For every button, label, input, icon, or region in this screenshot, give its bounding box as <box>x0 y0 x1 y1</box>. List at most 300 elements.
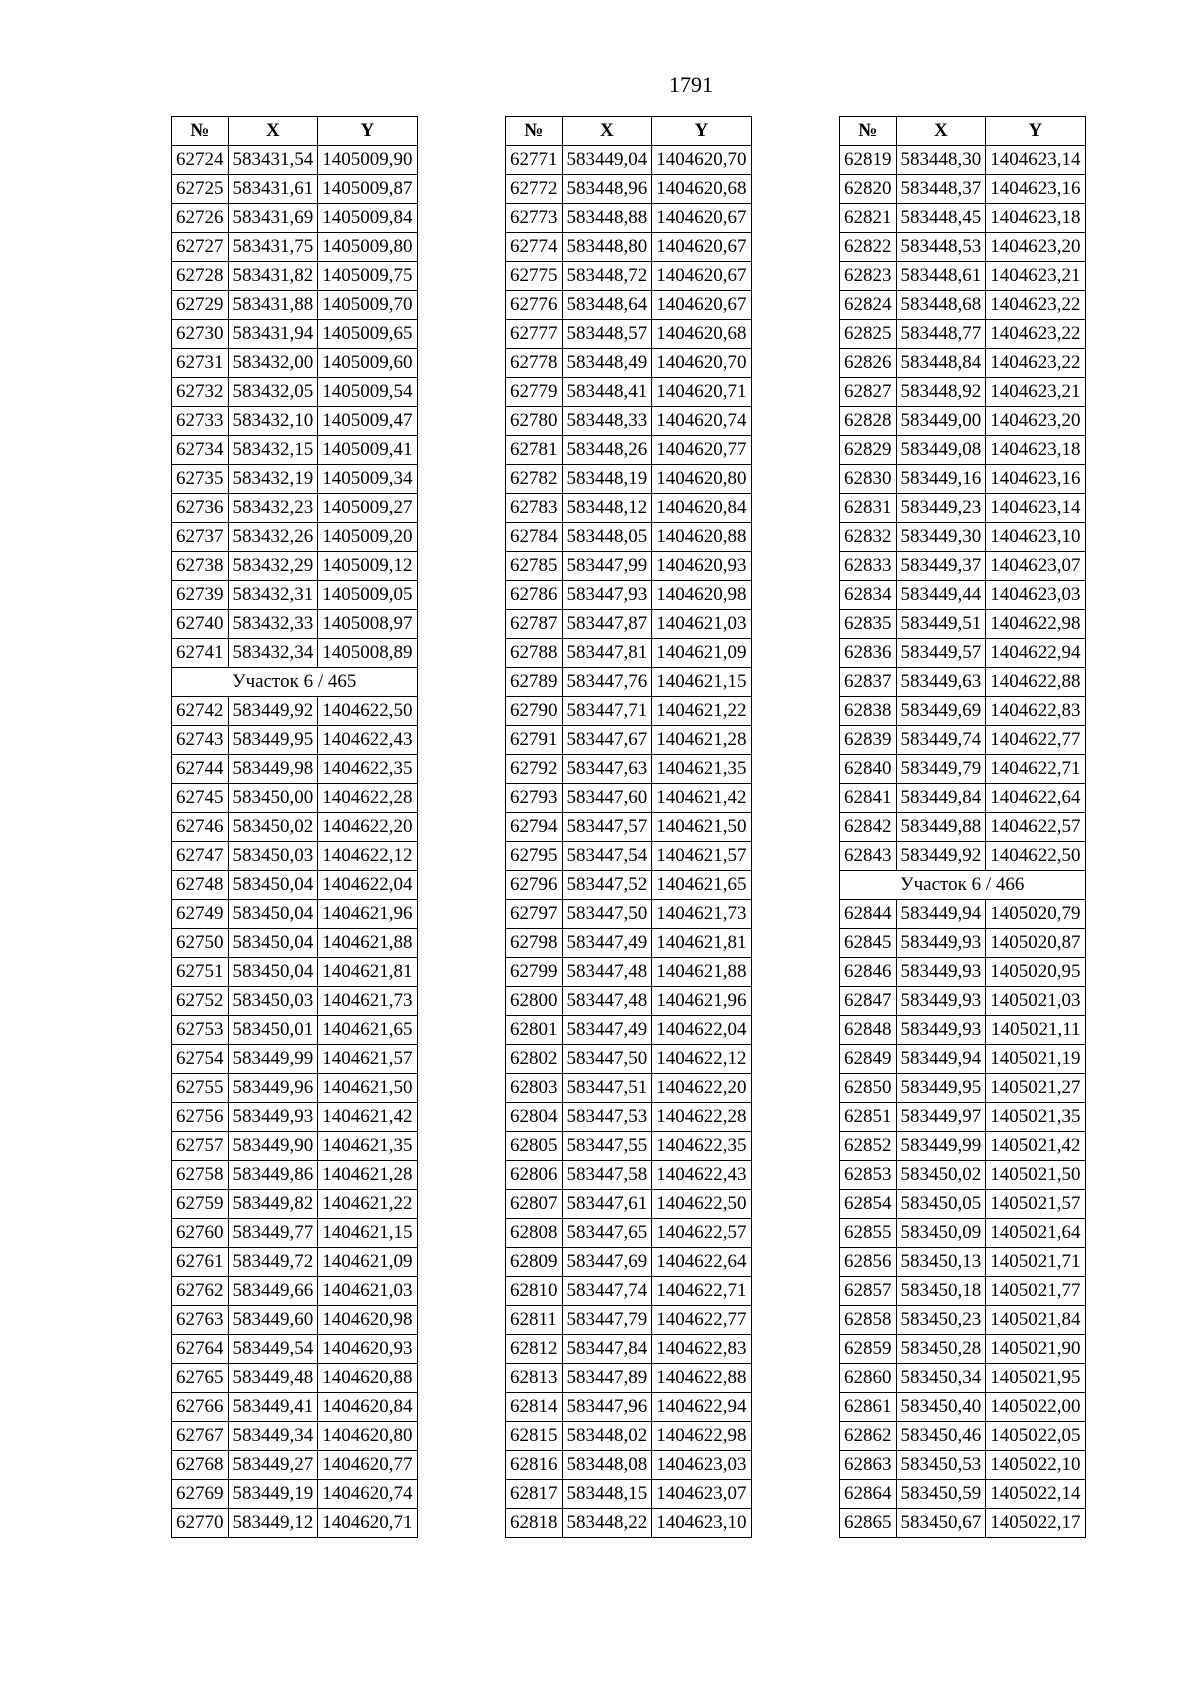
table-row <box>840 349 1086 378</box>
y-coordinate: 1404621,50 <box>652 813 751 842</box>
table-row <box>506 842 752 871</box>
table-row <box>506 1364 752 1393</box>
x-coordinate: 583432,10 <box>228 407 318 436</box>
point-number: 62819 <box>840 146 897 175</box>
point-number: 62839 <box>840 726 897 755</box>
table-row <box>172 407 418 436</box>
point-number: 62854 <box>840 1190 897 1219</box>
y-coordinate: 1405009,54 <box>318 378 417 407</box>
table-row <box>172 494 418 523</box>
x-coordinate: 583449,23 <box>896 494 986 523</box>
point-number: 62782 <box>506 465 563 494</box>
y-coordinate: 1404621,03 <box>318 1277 417 1306</box>
point-number: 62827 <box>840 378 897 407</box>
table-header-row <box>172 117 418 146</box>
x-coordinate: 583449,84 <box>896 784 986 813</box>
y-coordinate: 1404621,28 <box>652 726 751 755</box>
table-row <box>172 436 418 465</box>
y-coordinate: 1404622,50 <box>652 1190 751 1219</box>
y-coordinate: 1404622,83 <box>986 697 1085 726</box>
point-number: 62765 <box>172 1364 229 1393</box>
y-coordinate: 1404621,57 <box>318 1045 417 1074</box>
header-number: № <box>172 117 229 146</box>
point-number: 62851 <box>840 1103 897 1132</box>
table-row <box>506 784 752 813</box>
table-row <box>506 813 752 842</box>
x-coordinate: 583449,90 <box>228 1132 318 1161</box>
header-y: Y <box>986 117 1085 146</box>
y-coordinate: 1404623,22 <box>986 349 1085 378</box>
table-row <box>840 1074 1086 1103</box>
point-number: 62772 <box>506 175 563 204</box>
x-coordinate: 583448,80 <box>562 233 652 262</box>
point-number: 62774 <box>506 233 563 262</box>
table-row <box>172 175 418 204</box>
x-coordinate: 583449,51 <box>896 610 986 639</box>
table-row <box>840 668 1086 697</box>
point-number: 62850 <box>840 1074 897 1103</box>
y-coordinate: 1405021,77 <box>986 1277 1085 1306</box>
y-coordinate: 1404622,94 <box>986 639 1085 668</box>
y-coordinate: 1404621,15 <box>318 1219 417 1248</box>
table-row <box>172 1190 418 1219</box>
header-number: № <box>506 117 563 146</box>
y-coordinate: 1405020,87 <box>986 929 1085 958</box>
y-coordinate: 1405021,57 <box>986 1190 1085 1219</box>
point-number: 62849 <box>840 1045 897 1074</box>
point-number: 62822 <box>840 233 897 262</box>
table-header-row <box>506 117 752 146</box>
y-coordinate: 1404622,57 <box>652 1219 751 1248</box>
point-number: 62790 <box>506 697 563 726</box>
point-number: 62840 <box>840 755 897 784</box>
point-number: 62844 <box>840 900 897 929</box>
point-number: 62808 <box>506 1219 563 1248</box>
x-coordinate: 583432,00 <box>228 349 318 378</box>
x-coordinate: 583447,61 <box>562 1190 652 1219</box>
y-coordinate: 1404621,65 <box>652 871 751 900</box>
x-coordinate: 583447,69 <box>562 1248 652 1277</box>
table-row <box>506 262 752 291</box>
point-number: 62738 <box>172 552 229 581</box>
point-number: 62755 <box>172 1074 229 1103</box>
y-coordinate: 1404621,35 <box>318 1132 417 1161</box>
point-number: 62793 <box>506 784 563 813</box>
y-coordinate: 1405009,47 <box>318 407 417 436</box>
table-row <box>506 1132 752 1161</box>
section-row <box>840 871 1086 900</box>
point-number: 62802 <box>506 1045 563 1074</box>
y-coordinate: 1404620,88 <box>318 1364 417 1393</box>
x-coordinate: 583450,18 <box>896 1277 986 1306</box>
x-coordinate: 583450,23 <box>896 1306 986 1335</box>
y-coordinate: 1404621,15 <box>652 668 751 697</box>
point-number: 62796 <box>506 871 563 900</box>
y-coordinate: 1404620,67 <box>652 204 751 233</box>
y-coordinate: 1404622,20 <box>652 1074 751 1103</box>
table-row <box>840 465 1086 494</box>
y-coordinate: 1404621,09 <box>652 639 751 668</box>
x-coordinate: 583449,92 <box>896 842 986 871</box>
x-coordinate: 583448,84 <box>896 349 986 378</box>
y-coordinate: 1405021,35 <box>986 1103 1085 1132</box>
x-coordinate: 583448,53 <box>896 233 986 262</box>
table-row <box>506 958 752 987</box>
table-row <box>840 378 1086 407</box>
x-coordinate: 583450,34 <box>896 1364 986 1393</box>
x-coordinate: 583450,13 <box>896 1248 986 1277</box>
x-coordinate: 583449,04 <box>562 146 652 175</box>
point-number: 62789 <box>506 668 563 697</box>
table-row <box>840 1045 1086 1074</box>
y-coordinate: 1405009,20 <box>318 523 417 552</box>
x-coordinate: 583450,00 <box>228 784 318 813</box>
x-coordinate: 583449,12 <box>228 1509 318 1538</box>
y-coordinate: 1404620,67 <box>652 262 751 291</box>
y-coordinate: 1404623,18 <box>986 204 1085 233</box>
table-row <box>506 900 752 929</box>
point-number: 62853 <box>840 1161 897 1190</box>
x-coordinate: 583449,08 <box>896 436 986 465</box>
point-number: 62846 <box>840 958 897 987</box>
point-number: 62739 <box>172 581 229 610</box>
table-row <box>506 1190 752 1219</box>
x-coordinate: 583450,03 <box>228 987 318 1016</box>
x-coordinate: 583447,65 <box>562 1219 652 1248</box>
x-coordinate: 583449,37 <box>896 552 986 581</box>
point-number: 62759 <box>172 1190 229 1219</box>
table-row <box>840 697 1086 726</box>
y-coordinate: 1405009,84 <box>318 204 417 233</box>
table-row <box>840 639 1086 668</box>
table-row <box>172 378 418 407</box>
table-row <box>506 1277 752 1306</box>
table-row <box>840 610 1086 639</box>
x-coordinate: 583450,46 <box>896 1422 986 1451</box>
table-row <box>172 581 418 610</box>
header-number: № <box>840 117 897 146</box>
table-row <box>840 1306 1086 1335</box>
table-row <box>506 146 752 175</box>
point-number: 62829 <box>840 436 897 465</box>
y-coordinate: 1404623,20 <box>986 233 1085 262</box>
point-number: 62762 <box>172 1277 229 1306</box>
y-coordinate: 1404621,88 <box>652 958 751 987</box>
y-coordinate: 1405021,90 <box>986 1335 1085 1364</box>
y-coordinate: 1404621,35 <box>652 755 751 784</box>
point-number: 62809 <box>506 1248 563 1277</box>
x-coordinate: 583431,94 <box>228 320 318 349</box>
y-coordinate: 1405008,97 <box>318 610 417 639</box>
point-number: 62733 <box>172 407 229 436</box>
y-coordinate: 1405021,27 <box>986 1074 1085 1103</box>
y-coordinate: 1405021,64 <box>986 1219 1085 1248</box>
table-row <box>840 1248 1086 1277</box>
x-coordinate: 583431,61 <box>228 175 318 204</box>
x-coordinate: 583450,02 <box>228 813 318 842</box>
x-coordinate: 583450,53 <box>896 1451 986 1480</box>
x-coordinate: 583448,61 <box>896 262 986 291</box>
point-number: 62803 <box>506 1074 563 1103</box>
point-number: 62767 <box>172 1422 229 1451</box>
x-coordinate: 583449,16 <box>896 465 986 494</box>
x-coordinate: 583449,86 <box>228 1161 318 1190</box>
point-number: 62794 <box>506 813 563 842</box>
point-number: 62780 <box>506 407 563 436</box>
point-number: 62857 <box>840 1277 897 1306</box>
y-coordinate: 1405009,27 <box>318 494 417 523</box>
y-coordinate: 1404623,03 <box>652 1451 751 1480</box>
point-number: 62826 <box>840 349 897 378</box>
x-coordinate: 583449,98 <box>228 755 318 784</box>
table-row <box>506 1103 752 1132</box>
point-number: 62812 <box>506 1335 563 1364</box>
x-coordinate: 583432,31 <box>228 581 318 610</box>
table-row <box>172 726 418 755</box>
table-row <box>506 610 752 639</box>
x-coordinate: 583450,28 <box>896 1335 986 1364</box>
point-number: 62731 <box>172 349 229 378</box>
point-number: 62787 <box>506 610 563 639</box>
point-number: 62745 <box>172 784 229 813</box>
table-row <box>506 1480 752 1509</box>
y-coordinate: 1404620,67 <box>652 233 751 262</box>
x-coordinate: 583449,92 <box>228 697 318 726</box>
x-coordinate: 583447,71 <box>562 697 652 726</box>
x-coordinate: 583450,02 <box>896 1161 986 1190</box>
point-number: 62768 <box>172 1451 229 1480</box>
y-coordinate: 1404621,65 <box>318 1016 417 1045</box>
x-coordinate: 583449,48 <box>228 1364 318 1393</box>
x-coordinate: 583450,03 <box>228 842 318 871</box>
table-row <box>172 1277 418 1306</box>
point-number: 62753 <box>172 1016 229 1045</box>
table-row <box>840 552 1086 581</box>
x-coordinate: 583447,48 <box>562 958 652 987</box>
x-coordinate: 583447,55 <box>562 1132 652 1161</box>
x-coordinate: 583432,26 <box>228 523 318 552</box>
point-number: 62732 <box>172 378 229 407</box>
table-row <box>506 378 752 407</box>
y-coordinate: 1404622,64 <box>652 1248 751 1277</box>
x-coordinate: 583447,67 <box>562 726 652 755</box>
y-coordinate: 1405009,41 <box>318 436 417 465</box>
table-row <box>172 987 418 1016</box>
table-row <box>506 494 752 523</box>
table-row <box>840 1480 1086 1509</box>
x-coordinate: 583432,19 <box>228 465 318 494</box>
point-number: 62863 <box>840 1451 897 1480</box>
table-row <box>506 639 752 668</box>
point-number: 62758 <box>172 1161 229 1190</box>
y-coordinate: 1404622,12 <box>652 1045 751 1074</box>
point-number: 62858 <box>840 1306 897 1335</box>
y-coordinate: 1404620,98 <box>652 581 751 610</box>
table-row <box>840 1016 1086 1045</box>
point-number: 62727 <box>172 233 229 262</box>
y-coordinate: 1405022,17 <box>986 1509 1085 1538</box>
y-coordinate: 1405022,00 <box>986 1393 1085 1422</box>
y-coordinate: 1404620,80 <box>652 465 751 494</box>
coordinate-table-3 <box>839 116 1086 1538</box>
point-number: 62779 <box>506 378 563 407</box>
y-coordinate: 1404621,22 <box>652 697 751 726</box>
y-coordinate: 1404620,70 <box>652 349 751 378</box>
x-coordinate: 583447,79 <box>562 1306 652 1335</box>
point-number: 62832 <box>840 523 897 552</box>
x-coordinate: 583450,01 <box>228 1016 318 1045</box>
point-number: 62821 <box>840 204 897 233</box>
x-coordinate: 583447,48 <box>562 987 652 1016</box>
table-row <box>172 146 418 175</box>
x-coordinate: 583448,12 <box>562 494 652 523</box>
x-coordinate: 583448,41 <box>562 378 652 407</box>
header-y: Y <box>652 117 751 146</box>
x-coordinate: 583431,54 <box>228 146 318 175</box>
point-number: 62770 <box>172 1509 229 1538</box>
y-coordinate: 1404621,03 <box>652 610 751 639</box>
point-number: 62748 <box>172 871 229 900</box>
point-number: 62773 <box>506 204 563 233</box>
point-number: 62834 <box>840 581 897 610</box>
table-row <box>506 668 752 697</box>
y-coordinate: 1404623,21 <box>986 262 1085 291</box>
y-coordinate: 1404623,16 <box>986 465 1085 494</box>
table-row <box>172 262 418 291</box>
y-coordinate: 1404621,50 <box>318 1074 417 1103</box>
table-row <box>172 1132 418 1161</box>
table-row <box>840 726 1086 755</box>
y-coordinate: 1404622,64 <box>986 784 1085 813</box>
table-row <box>506 523 752 552</box>
y-coordinate: 1404621,42 <box>318 1103 417 1132</box>
point-number: 62842 <box>840 813 897 842</box>
x-coordinate: 583449,34 <box>228 1422 318 1451</box>
point-number: 62836 <box>840 639 897 668</box>
y-coordinate: 1405021,95 <box>986 1364 1085 1393</box>
y-coordinate: 1405021,84 <box>986 1306 1085 1335</box>
y-coordinate: 1404623,07 <box>986 552 1085 581</box>
y-coordinate: 1404622,83 <box>652 1335 751 1364</box>
y-coordinate: 1405009,60 <box>318 349 417 378</box>
x-coordinate: 583447,50 <box>562 900 652 929</box>
point-number: 62811 <box>506 1306 563 1335</box>
table-row <box>506 726 752 755</box>
x-coordinate: 583448,49 <box>562 349 652 378</box>
y-coordinate: 1404621,73 <box>652 900 751 929</box>
x-coordinate: 583447,87 <box>562 610 652 639</box>
point-number: 62831 <box>840 494 897 523</box>
table-row <box>172 1393 418 1422</box>
point-number: 62781 <box>506 436 563 465</box>
x-coordinate: 583447,54 <box>562 842 652 871</box>
y-coordinate: 1404622,28 <box>318 784 417 813</box>
x-coordinate: 583450,09 <box>896 1219 986 1248</box>
y-coordinate: 1404623,10 <box>652 1509 751 1538</box>
point-number: 62736 <box>172 494 229 523</box>
table-row <box>840 1335 1086 1364</box>
x-coordinate: 583448,30 <box>896 146 986 175</box>
point-number: 62776 <box>506 291 563 320</box>
y-coordinate: 1404620,77 <box>652 436 751 465</box>
x-coordinate: 583449,82 <box>228 1190 318 1219</box>
x-coordinate: 583450,04 <box>228 958 318 987</box>
y-coordinate: 1404622,35 <box>652 1132 751 1161</box>
table-row <box>172 755 418 784</box>
table-row <box>172 1074 418 1103</box>
point-number: 62737 <box>172 523 229 552</box>
x-coordinate: 583449,94 <box>896 1045 986 1074</box>
y-coordinate: 1404622,43 <box>652 1161 751 1190</box>
point-number: 62786 <box>506 581 563 610</box>
y-coordinate: 1404622,50 <box>986 842 1085 871</box>
point-number: 62756 <box>172 1103 229 1132</box>
y-coordinate: 1405021,50 <box>986 1161 1085 1190</box>
y-coordinate: 1404620,93 <box>318 1335 417 1364</box>
table-row <box>506 1451 752 1480</box>
point-number: 62807 <box>506 1190 563 1219</box>
point-number: 62820 <box>840 175 897 204</box>
table-row <box>840 1132 1086 1161</box>
x-coordinate: 583448,88 <box>562 204 652 233</box>
table-row <box>506 349 752 378</box>
table-row <box>840 755 1086 784</box>
point-number: 62777 <box>506 320 563 349</box>
x-coordinate: 583449,99 <box>896 1132 986 1161</box>
y-coordinate: 1404621,96 <box>652 987 751 1016</box>
table-row <box>172 1451 418 1480</box>
x-coordinate: 583448,68 <box>896 291 986 320</box>
table-row <box>840 436 1086 465</box>
x-coordinate: 583448,64 <box>562 291 652 320</box>
table-row <box>172 1480 418 1509</box>
x-coordinate: 583449,19 <box>228 1480 318 1509</box>
x-coordinate: 583447,76 <box>562 668 652 697</box>
x-coordinate: 583447,53 <box>562 1103 652 1132</box>
x-coordinate: 583450,04 <box>228 929 318 958</box>
y-coordinate: 1404623,10 <box>986 523 1085 552</box>
x-coordinate: 583449,93 <box>896 929 986 958</box>
x-coordinate: 583448,26 <box>562 436 652 465</box>
table-row <box>172 610 418 639</box>
x-coordinate: 583447,93 <box>562 581 652 610</box>
x-coordinate: 583449,57 <box>896 639 986 668</box>
y-coordinate: 1404621,42 <box>652 784 751 813</box>
point-number: 62806 <box>506 1161 563 1190</box>
x-coordinate: 583448,02 <box>562 1422 652 1451</box>
point-number: 62795 <box>506 842 563 871</box>
y-coordinate: 1404622,88 <box>652 1364 751 1393</box>
y-coordinate: 1404620,68 <box>652 320 751 349</box>
table-row <box>172 465 418 494</box>
x-coordinate: 583449,93 <box>896 958 986 987</box>
x-coordinate: 583432,33 <box>228 610 318 639</box>
x-coordinate: 583447,96 <box>562 1393 652 1422</box>
table-row <box>840 1161 1086 1190</box>
table-row <box>506 552 752 581</box>
table-row <box>172 1364 418 1393</box>
y-coordinate: 1404622,43 <box>318 726 417 755</box>
header-x: X <box>896 117 986 146</box>
y-coordinate: 1405009,80 <box>318 233 417 262</box>
table-row <box>840 233 1086 262</box>
table-row <box>840 1103 1086 1132</box>
point-number: 62841 <box>840 784 897 813</box>
point-number: 62744 <box>172 755 229 784</box>
table-row <box>506 1074 752 1103</box>
point-number: 62862 <box>840 1422 897 1451</box>
x-coordinate: 583449,27 <box>228 1451 318 1480</box>
